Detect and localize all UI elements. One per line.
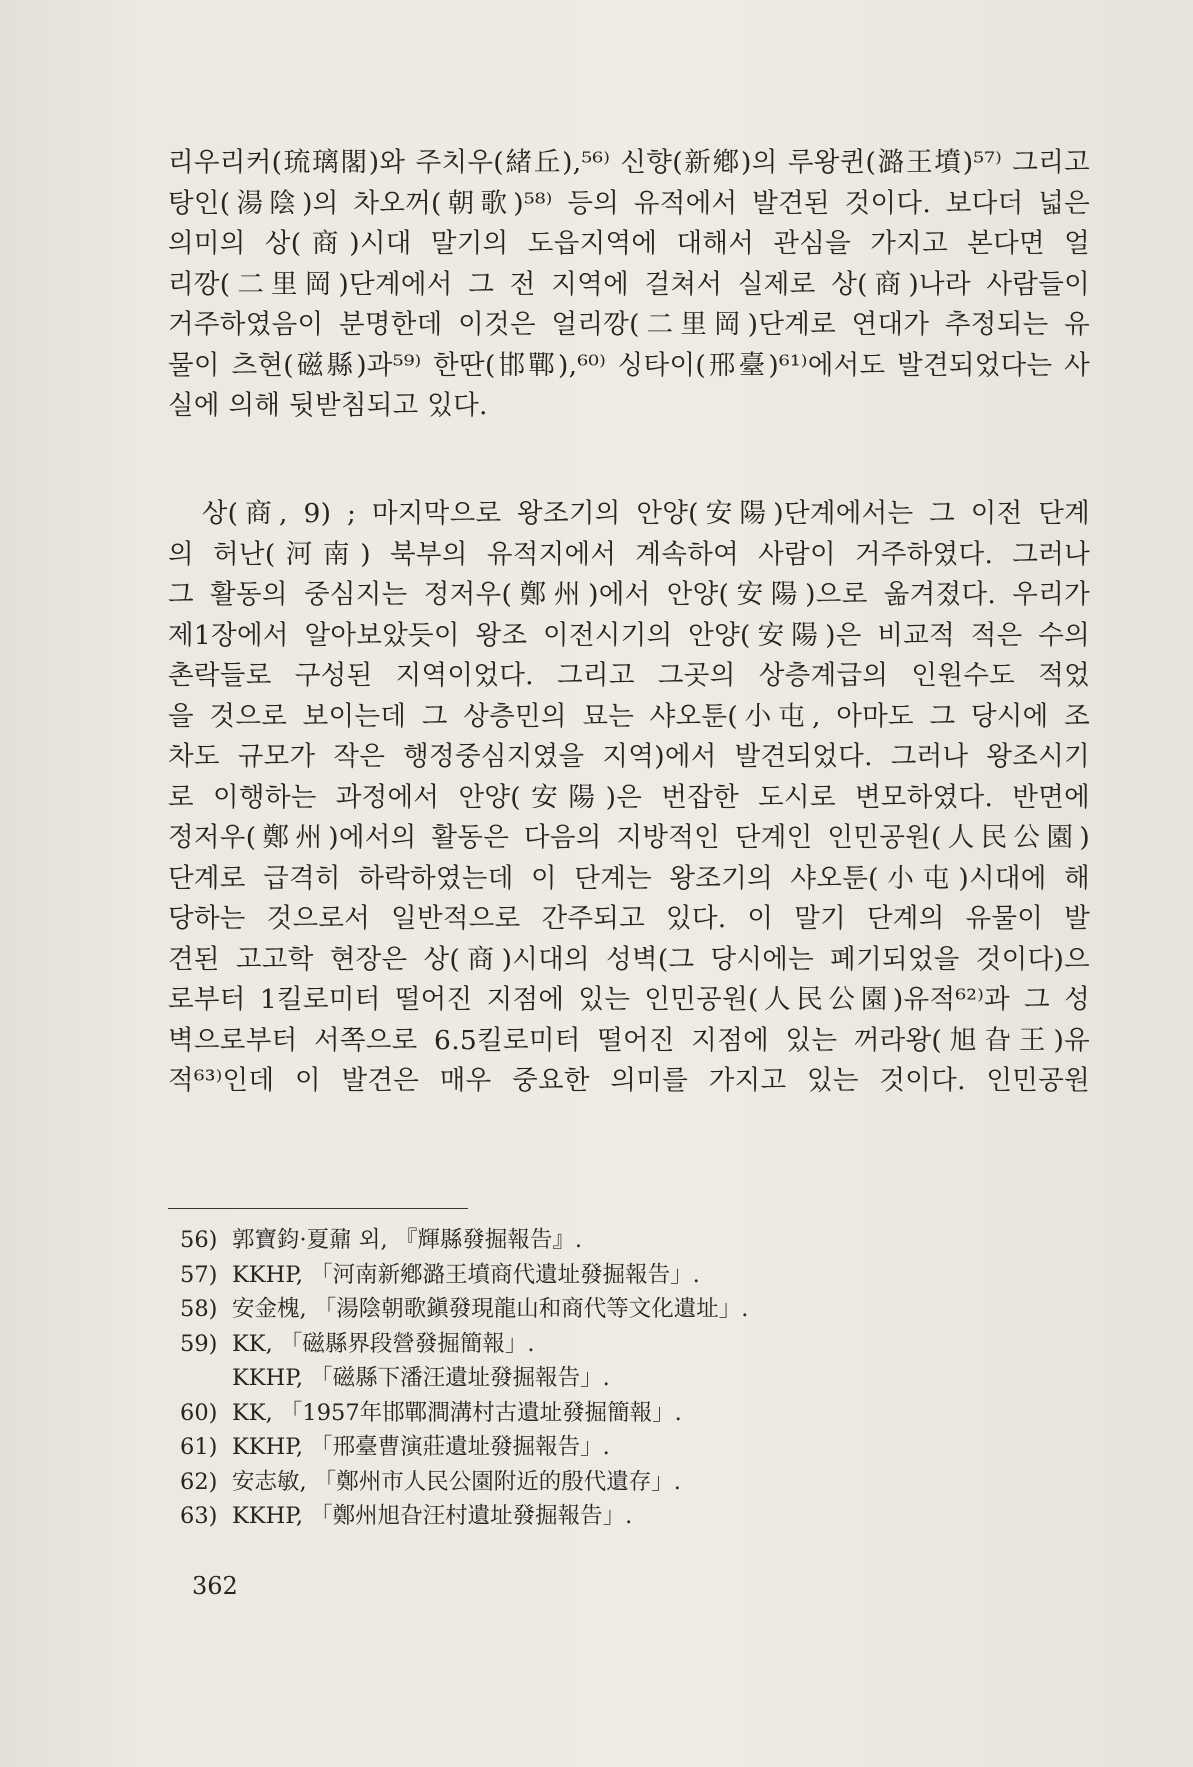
text-line: 리깡(二里岡)단계에서 그 전 지역에 걸쳐서 실제로 상(商)나라 사람들이 [168, 268, 1090, 300]
footnote-item [180, 1499, 1080, 1534]
text-line: 로부터 1킬로미터 떨어진 지점에 있는 인민공원(人民公園)유적⁶²⁾과 그 성 [168, 984, 1090, 1015]
text-line: 거주하였음이 분명한데 이것은 얼리깡(二里岡)단계로 연대가 추정되는 유 [168, 309, 1090, 340]
footnote-number: 56) [180, 1227, 218, 1253]
footnote-divider [168, 1208, 468, 1209]
footnote-item [180, 1465, 1080, 1500]
footnote-text: KKHP, 「河南新鄕潞王墳商代遺址發掘報告」. [232, 1261, 700, 1288]
text-line: 을 것으로 보이는데 그 상층민의 묘는 샤오툰(小屯, 아마도 그 당시에 조 [168, 700, 1090, 732]
footnote-number: 57) [180, 1261, 218, 1288]
footnote-number: 61) [180, 1434, 218, 1460]
text-line: 제1장에서 알아보았듯이 왕조 이전시기의 안양(安陽)은 비교적 적은 수의 [168, 619, 1090, 651]
footnote-text: KKHP, 「邢臺曹演莊遺址發掘報告」. [232, 1434, 610, 1460]
footnote-item [180, 1361, 1080, 1396]
footnote-item [180, 1258, 1080, 1293]
text-line: 로 이행하는 과정에서 안양(安陽)은 번잡한 도시로 변모하였다. 반면에 [168, 781, 1090, 813]
text-line: 그 활동의 중심지는 정저우(鄭州)에서 안양(安陽)으로 옮겨졌다. 우리가 [168, 579, 1090, 610]
text-line: 단계로 급격히 하락하였는데 이 단계는 왕조기의 샤오툰(小屯)시대에 해 [168, 862, 1090, 894]
footnote-item [180, 1327, 1080, 1362]
footnotes [180, 1223, 1080, 1534]
footnote-text: KKHP, 「磁縣下潘汪遺址發掘報告」. [232, 1365, 610, 1391]
footnote-item [180, 1292, 1080, 1327]
footnote-item [180, 1396, 1080, 1431]
text-line: 리우리커(琉璃閣)와 주치우(緒丘),⁵⁶⁾ 신향(新鄕)의 루왕퀸(潞王墳)⁵⁷⁾ 그리고 [168, 147, 1090, 178]
body-paragraph-1 [168, 143, 1090, 427]
body-paragraph-2 [168, 494, 1090, 1102]
text-line: 상(商, 9) ; 마지막으로 왕조기의 안양(安陽)단계에서는 그 이전 단계 [168, 498, 1090, 529]
footnote-text: KK, 「1957年邯鄲澗溝村古遺址發掘簡報」. [232, 1399, 682, 1426]
text-line: 탕인(湯陰)의 차오꺼(朝歌)⁵⁸⁾ 등의 유적에서 발견된 것이다. 보다더 넓은 [168, 187, 1090, 219]
footnote-number: 59) [180, 1330, 218, 1357]
text-line: 벽으로부터 서쪽으로 6.5킬로미터 떨어진 지점에 있는 꺼라왕(旭旮王)유 [168, 1024, 1090, 1056]
text-line: 촌락들로 구성된 지역이었다. 그리고 그곳의 상층계급의 인원수도 적었 [168, 660, 1090, 691]
footnote-number: 58) [180, 1296, 218, 1322]
text-line: 의미의 상(商)시대 말기의 도읍지역에 대해서 관심을 가지고 본다면 얼 [168, 228, 1090, 259]
page-number: 362 [192, 1572, 238, 1600]
text-line: 실에 의해 뒷받침되고 있다. [168, 390, 488, 421]
text-line: 당하는 것으로서 일반적으로 간주되고 있다. 이 말기 단계의 유물이 발 [168, 903, 1090, 934]
footnote-item [180, 1430, 1080, 1465]
footnote-text: 郭寶鈞·夏鼐 외, 『輝縣發掘報告』. [232, 1227, 582, 1253]
footnote-number: 62) [180, 1468, 218, 1495]
footnote-text: 安金槐, 「湯陰朝歌鎭發現龍山和商代等文化遺址」. [232, 1296, 749, 1322]
text-line: 적⁶³⁾인데 이 발견은 매우 중요한 의미를 가지고 있는 것이다. 인민공원 [168, 1065, 1090, 1096]
footnote-text: KK, 「磁縣界段營發掘簡報」. [232, 1330, 535, 1357]
text-line: 견된 고고학 현장은 상(商)시대의 성벽(그 당시에는 폐기되었을 것이다)으 [168, 943, 1090, 975]
text-line: 의 허난(河南) 북부의 유적지에서 계속하여 사람이 거주하였다. 그러나 [168, 538, 1090, 570]
text-line: 물이 츠현(磁縣)과⁵⁹⁾ 한딴(邯鄲),⁶⁰⁾ 싱타이(邢臺)⁶¹⁾에서도 발견되었다는 사 [168, 349, 1090, 381]
footnote-text: KKHP, 「鄭州旭旮汪村遺址發掘報告」. [232, 1503, 633, 1529]
text-line: 정저우(鄭州)에서의 활동은 다음의 지방적인 단계인 인민공원(人民公園) [168, 822, 1090, 853]
footnote-item [180, 1223, 1080, 1258]
footnote-text: 安志敏, 「鄭州市人民公園附近的殷代遺存」. [232, 1468, 681, 1495]
text-line: 차도 규모가 작은 행정중심지였을 지역)에서 발견되었다. 그러나 왕조시기 [168, 741, 1090, 772]
footnote-number: 60) [180, 1399, 218, 1426]
footnote-number: 63) [180, 1503, 218, 1529]
